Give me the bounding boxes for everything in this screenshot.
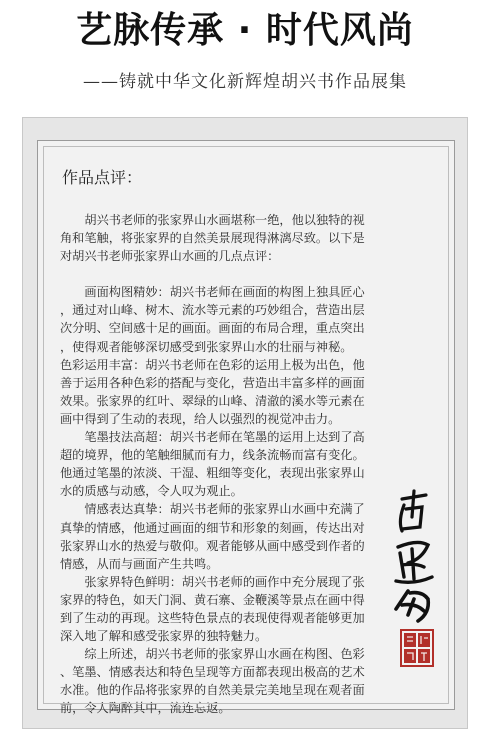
review-paragraph-features: 张家界特色鲜明：胡兴书老师的画作中充分展现了张 家界的特色，如天门洞、黄石寨、金鞭溪等景点在画中得 到了生动的再现。这些特色景点的表现使得观者能够更加 深入地了解和感受张家界的独特魅力。	[60, 574, 365, 644]
review-paragraph-brushwork: 笔墨技法高超：胡兴书老师在笔墨的运用上达到了高 超的境界，他的笔触细腻而有力，线条流畅而富有变化。 他通过笔墨的浓淡、干湿、粗细等变化，表现出张家界山 水的质感与动感，令人叹为观止。	[60, 430, 365, 499]
review-paragraph-emotion: 情感表达真挚：胡兴书老师的张家界山水画中充满了 真挚的情感，他通过画面的细节和形象的刻画，传达出对 张家界山水的热爱与敬仰。观者能够从画中感受到作者的 情感，从而与画面产生共鸣。	[60, 502, 365, 571]
review-paragraph-composition: 画面构图精妙：胡兴书老师在画面的构图上独具匠心 ，通过对山峰、树木、流水等元素的巧妙组合，营造出层 次分明、空间感十足的画面。画面的布局合理，重点突出 ，使得观者能够深切感受到张家界山水的壮丽与神秘。	[60, 285, 365, 354]
review-paragraph-color: 色彩运用丰富：胡兴书老师在色彩的运用上极为出色，他 善于运用各种色彩的搭配与变化，营造出丰富多样的画面 效果。张家界的红叶、翠绿的山峰、清澈的溪水等元素在 画中得到了生动的表现，给人以强烈的视觉冲击力。	[60, 357, 365, 426]
calligraphy-signature	[388, 487, 440, 627]
intro-paragraph: 胡兴书老师的张家界山水画堪称一绝，他以独特的视 角和笔触，将张家界的自然美景展现得淋漓尽致。以下是 对胡兴书老师张家界山水画的几点点评：	[60, 213, 365, 264]
review-document	[37, 140, 455, 716]
review-body	[60, 211, 440, 718]
mount-frame	[22, 117, 468, 729]
review-paragraph-conclusion: 综上所述，胡兴书老师的张家界山水画在构图、色彩 、笔墨、情感表达和特色呈现等方面都表现出极高的艺术 水准。他的作品将张家界的自然美景完美地呈现在观者面 前，令人陶醉其中，流连忘返。	[60, 647, 365, 716]
document-heading: 作品点评：	[62, 168, 143, 187]
red-seal-stamp	[400, 629, 434, 667]
page-subtitle: ——铸就中华文化新辉煌胡兴书作品展集	[83, 72, 407, 92]
page-title: 艺脉传承 · 时代风尚	[76, 10, 414, 51]
